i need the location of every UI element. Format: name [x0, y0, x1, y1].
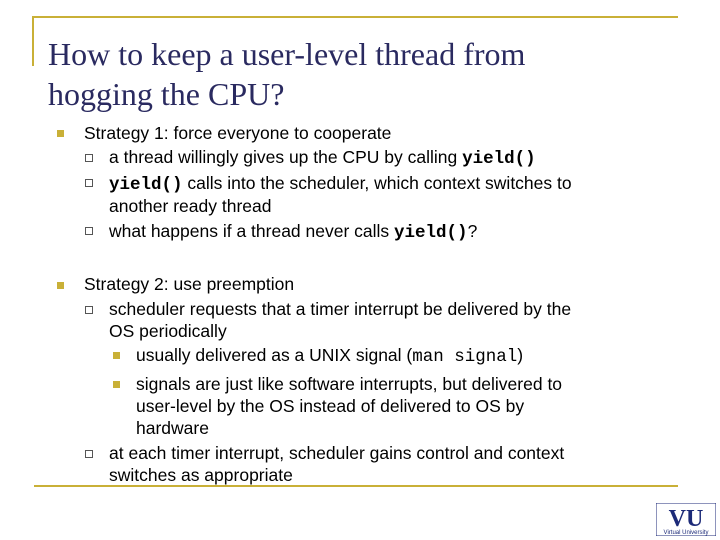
frame-top-rule — [32, 16, 678, 18]
strategy-1-item-1: a thread willingly gives up the CPU by calling yield() — [109, 147, 536, 169]
logo-caption: Virtual University — [663, 530, 709, 536]
strategy-1-heading: Strategy 1: force everyone to cooperate — [84, 123, 392, 143]
code-man-signal: man signal — [412, 347, 518, 367]
strategy-2-sub-1: usually delivered as a UNIX signal (man signal) — [136, 345, 524, 367]
bullet-square-icon — [57, 130, 64, 137]
strategy-2-sub-2: signals are just like software interrupts, but delivered to — [136, 374, 563, 394]
hollow-bullet-icon — [85, 179, 93, 187]
code-yield: yield() — [394, 223, 468, 243]
slide-title — [48, 34, 688, 114]
sub-bullet-square-icon — [113, 352, 120, 359]
title-line-1: How to keep a user-level thread from — [48, 36, 526, 72]
sub-bullet-square-icon — [113, 381, 120, 388]
vu-logo-icon — [656, 503, 716, 536]
strategy-2-item-1: scheduler requests that a timer interrupt be delivered by the — [109, 299, 572, 319]
strategy-1-item-2-cont: another ready thread — [109, 196, 272, 216]
code-yield: yield() — [109, 175, 183, 195]
logo-mark: VU — [668, 506, 704, 532]
title-line-2: hogging the CPU? — [48, 76, 285, 112]
strategy-2-item-2-cont: switches as appropriate — [109, 465, 293, 485]
strategy-2-sub-2-cont: user-level by the OS instead of delivered to OS by — [136, 396, 525, 416]
strategy-2-item-1-cont: OS periodically — [109, 321, 227, 341]
frame-left-rule — [32, 16, 34, 66]
strategy-2-item-2: at each timer interrupt, scheduler gains control and context — [109, 443, 565, 463]
bullet-square-icon — [57, 282, 64, 289]
strategy-1-item-2: yield() calls into the scheduler, which context switches to — [109, 173, 572, 195]
strategy-2-heading: Strategy 2: use preemption — [84, 274, 295, 294]
hollow-bullet-icon — [85, 227, 93, 235]
hollow-bullet-icon — [85, 450, 93, 458]
strategy-2-sub-2-cont2: hardware — [136, 418, 209, 438]
hollow-bullet-icon — [85, 154, 93, 162]
code-yield: yield() — [462, 149, 536, 169]
hollow-bullet-icon — [85, 306, 93, 314]
strategy-1-item-3: what happens if a thread never calls yield()? — [109, 221, 478, 243]
